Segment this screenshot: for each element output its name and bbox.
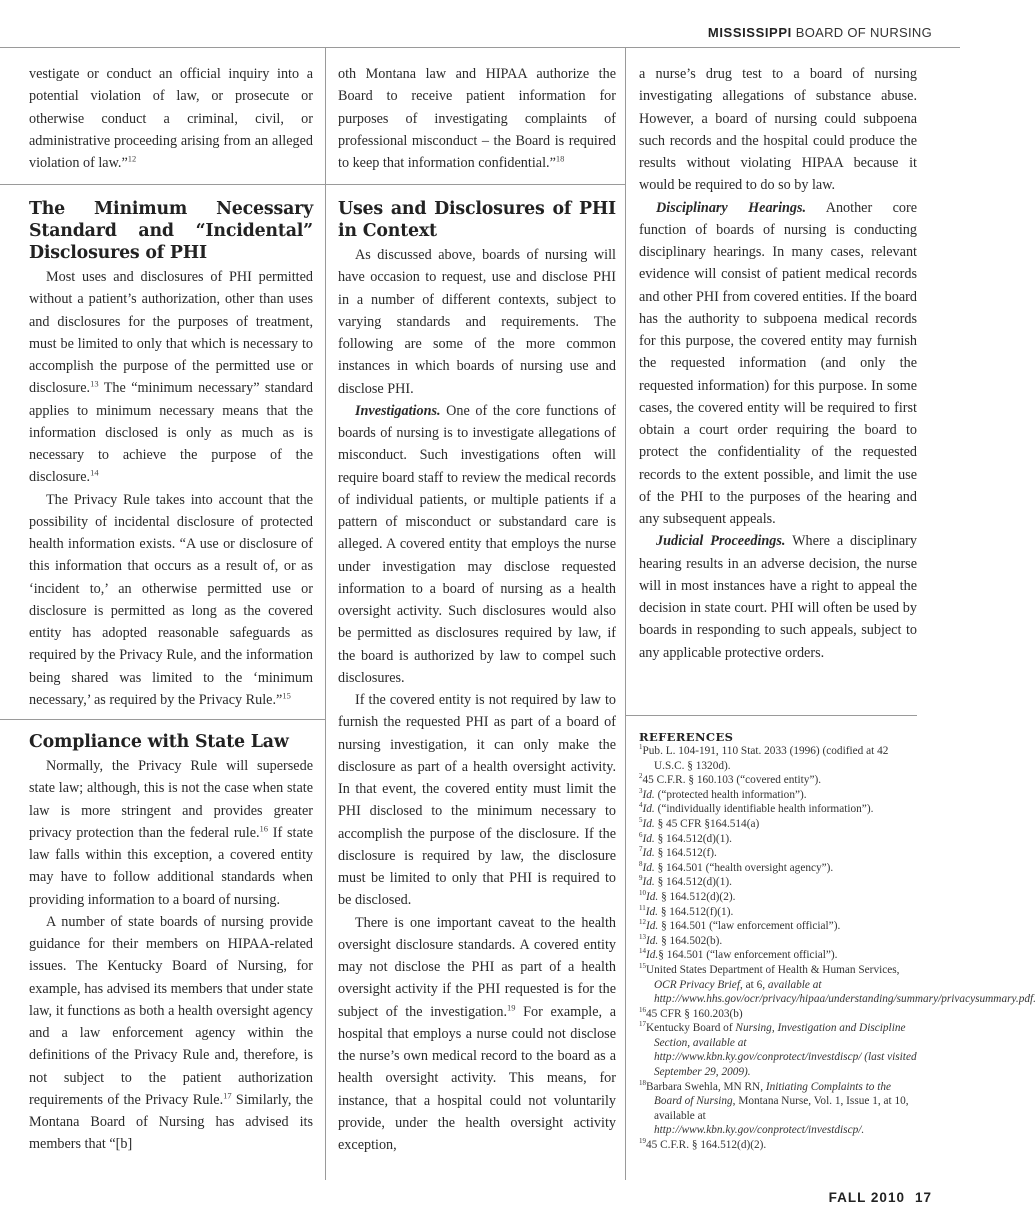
references-list <box>639 743 1036 1153</box>
investigations-text: One of the core functions of boards of nursing is to investigate allegations of misconduct. Such investigations often will require board staff to review the medical records of individual patients, or multiple patients if a pattern of misconduct or substandard care is alleged. A covered entity that employs the nurse under investigation may disclose requested information to a board of nursing as a health oversight activity. Such disclosures would also be permitted as disclosures required by law, if the board is authorized by law to compel such disclosures. <box>338 402 616 686</box>
reference-item: $^1$Pub. L. 104-191, 110 Stat. 2033 (1996) (codified at 42 U.S.C. § 1320d). <box>639 743 889 772</box>
col1-intro-text: vestigate or conduct an official inquiry into a potential violation of law, or prosecute or otherwise conduct a criminal, civil, or administrative proceeding arising from an alleged violation of law.” <box>29 66 313 171</box>
col2-intro-text: oth Montana law and HIPAA authorize the Board to receive patient information for purposes of investigating complaints of professional misconduct – the Board is required to keep that information confidential.” <box>338 66 616 171</box>
heading-state-law: Compliance with State Law <box>29 732 289 752</box>
section-uses-disclosures <box>338 198 616 1156</box>
min-p1a: Most uses and disclosures of PHI permitted without a patient’s authorization, other than uses and disclosures for the purposes of treatment, must be limited to only that which is necessary to accomplish the purpose of the permitted use or disclosure. <box>29 269 313 397</box>
footnote-ref-18: 18 <box>555 153 565 164</box>
reference-item: $^8$Id. § 164.501 (“health oversight agency”). <box>639 859 834 874</box>
state-p1a: Normally, the Privacy Rule will supersede state law; although, this is not the case when state law is more stringent and provides greater privacy protection than the federal rule. <box>29 758 313 841</box>
footnote-ref-12: 12 <box>127 153 137 164</box>
col1-intro <box>29 63 313 174</box>
footnote-ref-14: 14 <box>90 467 99 478</box>
reference-item: $^{17}$Kentucky Board of Nursing, Investigation and Discipline Section, available at http://www.kbn.ky.gov/conprotect/investdiscp/ (last visited September 29, 2009). <box>639 1020 917 1079</box>
reference-item: $^{15}$United States Department of Health & Human Services, OCR Privacy Brief, at 6, available at http://www.hhs.gov/ocr/privacy/hipaa/understanding/summary/privacysummary.pdf. <box>639 962 1036 1006</box>
col3-intro-text: a nurse’s drug test to a board of nursing investigating allegations of substance abuse. However, a board of nursing could subpoena such records and the hospital could produce the results without violating HIPAA because it would be required to do so by law. <box>639 66 917 194</box>
footnote-ref-19: 19 <box>507 1001 516 1012</box>
reference-item: $^6$Id. § 164.512(d)(1). <box>639 830 732 845</box>
reference-item: $^{19}$45 C.F.R. § 164.512(d)(2). <box>639 1137 767 1152</box>
runin-investigations: Investigations. <box>355 402 441 419</box>
judicial-text: Where a disciplinary hearing results in an adverse decision, the nurse will in most instances have a right to appeal the decision in state court. PHI will often be used by boards in responding to such appeals, subject to any applicable protective orders. <box>639 533 918 661</box>
state-p1b: If state law falls within this exception, a covered entity may have to follow additional standards when providing information to a board of nursing. <box>29 824 313 908</box>
section-hearings <box>639 63 917 664</box>
section-state-law <box>29 731 313 1156</box>
heading-minimum-necessary: The Minimum Necessary Standard and “Incidental” Disclosures of PHI <box>29 199 313 263</box>
uses-p3: If the covered entity is not required by law to furnish the requested PHI as part of a board of nursing investigation, it can only make the disclosure as part of a health oversight activity. In that event, the covered entity must limit the PHI disclosed to the minimum necessary to accomplish the purpose of the disclosure. If the disclosure is required by law, the disclosure must be limited to only that PHI is required to be disclosed. <box>338 692 616 909</box>
state-p2b: Similarly, the Montana Board of Nursing has advised its members that “[b] <box>29 1091 313 1153</box>
reference-item: $^{18}$Barbara Swehla, MN RN, Initiating Complaints to the Board of Nursing, Montana Nurse, Vol. 1, Issue 1, at 10, available at http://www.kbn.ky.gov/conprotect/investdiscp/. <box>639 1078 909 1137</box>
footnote-ref-17: 17 <box>223 1090 232 1101</box>
uses-p4a: There is one important caveat to the health oversight disclosure standards. A covered entity may not disclose the PHI as part of a health oversight activity if the PHI requested is for the subject of the investigation. <box>338 914 616 1020</box>
reference-item: $^9$Id. § 164.512(d)(1). <box>639 874 732 889</box>
reference-item: $^{16}$45 CFR § 160.203(b) <box>639 1005 743 1020</box>
runin-judicial-proceedings: Judicial Proceedings. <box>656 533 786 550</box>
min-p2: The Privacy Rule takes into account that the possibility of incidental disclosure of protected health information exists. “A use or disclosure of this information that occurs as a result of, or as ‘incident to,’ an otherwise permitted use or disclosure is permitted as long as the covered entity has adopted reasonable safeguards as required by the Privacy Rule, and the information being shared was limited to the ‘minimum necessary,’ as required by the Privacy Rule.” <box>29 491 313 708</box>
section-divider <box>0 184 325 185</box>
publication-title-state: MISSISSIPPI <box>707 25 792 40</box>
footnote-ref-13: 13 <box>90 378 99 389</box>
references-divider <box>626 715 917 716</box>
reference-item: $^{14}$Id.§ 164.501 (“law enforcement official”). <box>639 947 838 962</box>
state-p2a: A number of state boards of nursing provide guidance for their members on HIPAA-related issues. The Kentucky Board of Nursing, for example, has advised its members that under state law, it functions as both a health oversight agency and a law enforcement agency within the definitions of the Privacy Rule and, therefore, is not subject to the patient authorization requirements of the Privacy Rule. <box>29 913 313 1108</box>
section-minimum-necessary <box>29 198 313 711</box>
column-3 <box>626 48 1036 1180</box>
heading-uses-disclosures: Uses and Disclosures of PHI in Context <box>338 199 616 241</box>
column-1 <box>29 48 325 1180</box>
column-2 <box>325 48 626 1180</box>
footnote-ref-16: 16 <box>259 823 269 834</box>
page-header <box>0 0 960 48</box>
references-heading: REFERENCES <box>639 730 734 744</box>
publication-title-board: BOARD OF NURSING <box>795 25 932 40</box>
reference-item: $^3$Id. (“protected health information”). <box>639 787 807 801</box>
reference-item: $^{11}$Id. § 164.512(f)(1). <box>639 903 734 918</box>
footnote-ref-15: 15 <box>282 690 291 701</box>
runin-disciplinary-hearings: Disciplinary Hearings. <box>656 199 807 216</box>
min-p1b: The “minimum necessary” standard applies to minimum necessary means that the information disclosed is only as much as is necessary to achieve the purpose of the disclosure. <box>29 380 313 486</box>
uses-p1: As discussed above, boards of nursing will have occasion to request, use and disclose PHI in a number of different contexts, subject to varying standards and requirements. The following are some of the more common instances in which boards of nursing use and disclose PHI. <box>338 247 616 397</box>
reference-item: $^{10}$Id. § 164.512(d)(2). <box>639 889 736 903</box>
section-divider <box>0 719 325 720</box>
reference-item: $^7$Id. § 164.512(f). <box>639 845 717 860</box>
page-number: 17 <box>914 1190 932 1205</box>
page-footer <box>829 1190 932 1205</box>
uses-p4b: For example, a hospital that employs a nurse could not disclose the nurse’s own medical record to the board as a health oversight activity. This means, for instance, that a hospital could not voluntarily provide, under the health oversight activity exception, <box>338 1003 616 1153</box>
disciplinary-text: Another core function of boards of nursing is conducting disciplinary hearings. In many cases, relevant evidence will consist of patient medical records and other PHI from covered entities. If the board has the authority to subpoena medical records for this purpose, the covered entity may furnish the requested information (and only the requested information) for this purpose. In some cases, the covered entity will be required to first obtain a court order requiring the board to protect the confidentiality of the requested records to the extent possible, and limit the use of the PHI to the purposes of the hearing and any subsequent appeals. <box>639 199 917 527</box>
publication-title <box>708 25 932 40</box>
col2-intro <box>338 63 616 174</box>
references-section <box>639 730 1036 1153</box>
reference-item: $^4$Id. (“individually identifiable health information”). <box>639 801 874 816</box>
reference-item: $^2$45 C.F.R. § 160.103 (“covered entity”). <box>639 772 822 787</box>
reference-item: $^{12}$Id. § 164.501 (“law enforcement official”). <box>639 918 841 933</box>
reference-item: $^{13}$Id. § 164.502(b). <box>639 932 723 947</box>
reference-item: $^5$Id. § 45 CFR §164.514(a) <box>639 816 760 830</box>
section-divider <box>326 184 626 185</box>
issue-label: FALL 2010 <box>828 1190 905 1205</box>
